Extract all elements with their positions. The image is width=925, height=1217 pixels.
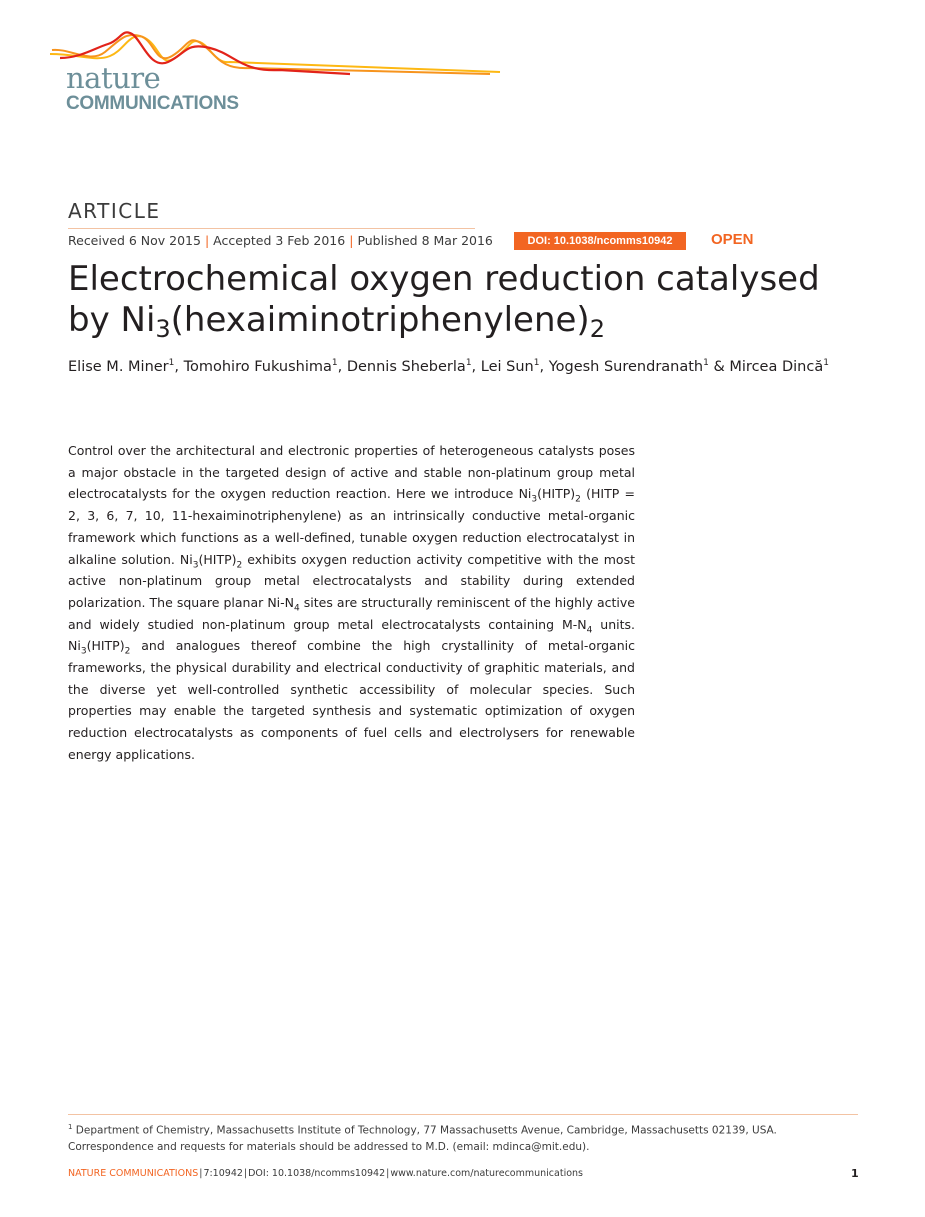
author-name[interactable]: Mircea Dincă — [729, 358, 824, 375]
date-separator: | — [349, 233, 354, 248]
footnote-divider — [68, 1114, 858, 1115]
author-separator: , — [471, 358, 481, 375]
author-name[interactable]: Tomohiro Fukushima — [183, 358, 332, 375]
footnote-marker: 1 — [68, 1123, 73, 1131]
abstract-text: sites are structurally reminiscent of the highly active and widely studied non-platinum group metal electrocatalysts containing M-N — [68, 594, 635, 632]
abstract-text: (HITP) — [86, 638, 125, 654]
title-subscript: 2 — [589, 315, 605, 343]
author-separator: & — [708, 358, 730, 375]
author-name[interactable]: Elise M. Miner — [68, 358, 169, 375]
published-date: Published 8 Mar 2016 — [357, 233, 493, 248]
abstract-subscript: 3 — [192, 560, 199, 571]
affiliation-marker: 1 — [168, 358, 175, 368]
abstract-subscript: 2 — [236, 560, 243, 571]
abstract-text: units. Ni — [68, 616, 635, 654]
journal-logo — [50, 28, 510, 120]
author-separator: , — [539, 358, 549, 375]
article-type-label: ARTICLE — [68, 199, 161, 223]
accepted-date: Accepted 3 Feb 2016 — [213, 233, 346, 248]
author-name[interactable]: Dennis Sheberla — [346, 358, 466, 375]
abstract-subscript: 4 — [294, 603, 300, 614]
title-subscript: 3 — [155, 315, 171, 343]
author-list — [68, 358, 829, 375]
affiliation-marker: 1 — [703, 358, 709, 368]
abstract-subscript: 2 — [124, 646, 131, 657]
author-name[interactable]: Lei Sun — [480, 358, 534, 375]
page-footer — [68, 1168, 583, 1179]
affiliation-marker: 1 — [331, 358, 338, 368]
abstract-text: exhibits oxygen reduction activity competitive with the most active non-platinum group metal electrocatalysts and stability during extended polarization. The square planar Ni-N — [68, 551, 635, 610]
title-line-2-prefix: by Ni — [68, 300, 156, 340]
footer-url[interactable]: www.nature.com/naturecommunications — [390, 1168, 584, 1179]
page-number: 1 — [851, 1167, 859, 1180]
footer-issue: 7:10942 — [203, 1168, 243, 1179]
doi-badge[interactable]: DOI: 10.1038/ncomms10942 — [514, 232, 686, 250]
abstract-subscript: 3 — [531, 494, 538, 505]
title-line-2-mid: (hexaiminotriphenylene) — [170, 300, 590, 340]
abstract-subscript: 4 — [586, 625, 593, 636]
abstract-text: (HITP) — [198, 551, 237, 567]
abstract-subscript: 3 — [80, 646, 87, 657]
footer-doi[interactable]: DOI: 10.1038/ncomms10942 — [248, 1168, 386, 1179]
footer-journal-name: NATURE COMMUNICATIONS — [68, 1168, 199, 1179]
received-date: Received 6 Nov 2015 — [68, 233, 201, 248]
abstract-text: (HITP = 2, 3, 6, 7, 10, 11-hexaiminotriphenylene) as an intrinsically conductive metal-organic framework which functions as a well-defined, tunable oxygen reduction electrocatalyst in alkaline solution. Ni — [68, 486, 635, 567]
abstract — [68, 440, 635, 766]
publication-dates — [68, 233, 493, 248]
logo-nature-text: nature — [66, 61, 161, 95]
footer-separator: | — [243, 1168, 248, 1179]
open-access-label: OPEN — [711, 231, 754, 248]
footnote-text: Department of Chemistry, Massachusetts Institute of Technology, 77 Massachusetts Avenue, Cambridge, Massachusetts 02139, USA. Correspondence and requests for materials should be addressed to M.D. (email: mdinca@mit.edu). — [68, 1124, 777, 1153]
footer-separator: | — [199, 1168, 203, 1179]
title-line-1: Electrochemical oxygen reduction catalysed — [68, 259, 820, 299]
header-divider — [68, 228, 475, 229]
date-separator: | — [204, 233, 210, 248]
affiliation-marker: 1 — [465, 358, 472, 368]
affiliation-marker: 1 — [823, 358, 829, 368]
author-name[interactable]: Yogesh Surendranath — [548, 358, 704, 375]
abstract-subscript: 2 — [575, 494, 581, 505]
author-separator: , — [174, 358, 184, 375]
author-separator: , — [337, 358, 347, 375]
logo-communications-text: COMMUNICATIONS — [66, 93, 239, 114]
footer-separator: | — [386, 1168, 390, 1179]
affiliation-marker: 1 — [533, 358, 540, 368]
abstract-text: and analogues thereof combine the high crystallinity of metal-organic frameworks, the physical durability and electrical conductivity of graphitic materials, and the diverse yet well-controlled synthetic accessibility of molecular species. Such properties may enable the targeted synthesis and systematic optimization of oxygen reduction electrocatalysts as components of fuel cells and electrolysers for renewable energy applications. — [68, 638, 635, 762]
abstract-text: (HITP) — [537, 486, 576, 502]
abstract-text: Control over the architectural and electronic properties of heterogeneous catalysts poses a major obstacle in the targeted design of active and stable non-platinum group metal electrocatalysts for the oxygen reduction reaction. Here we introduce Ni — [68, 443, 635, 502]
article-title — [68, 259, 868, 344]
affiliation-footnote — [68, 1119, 858, 1155]
